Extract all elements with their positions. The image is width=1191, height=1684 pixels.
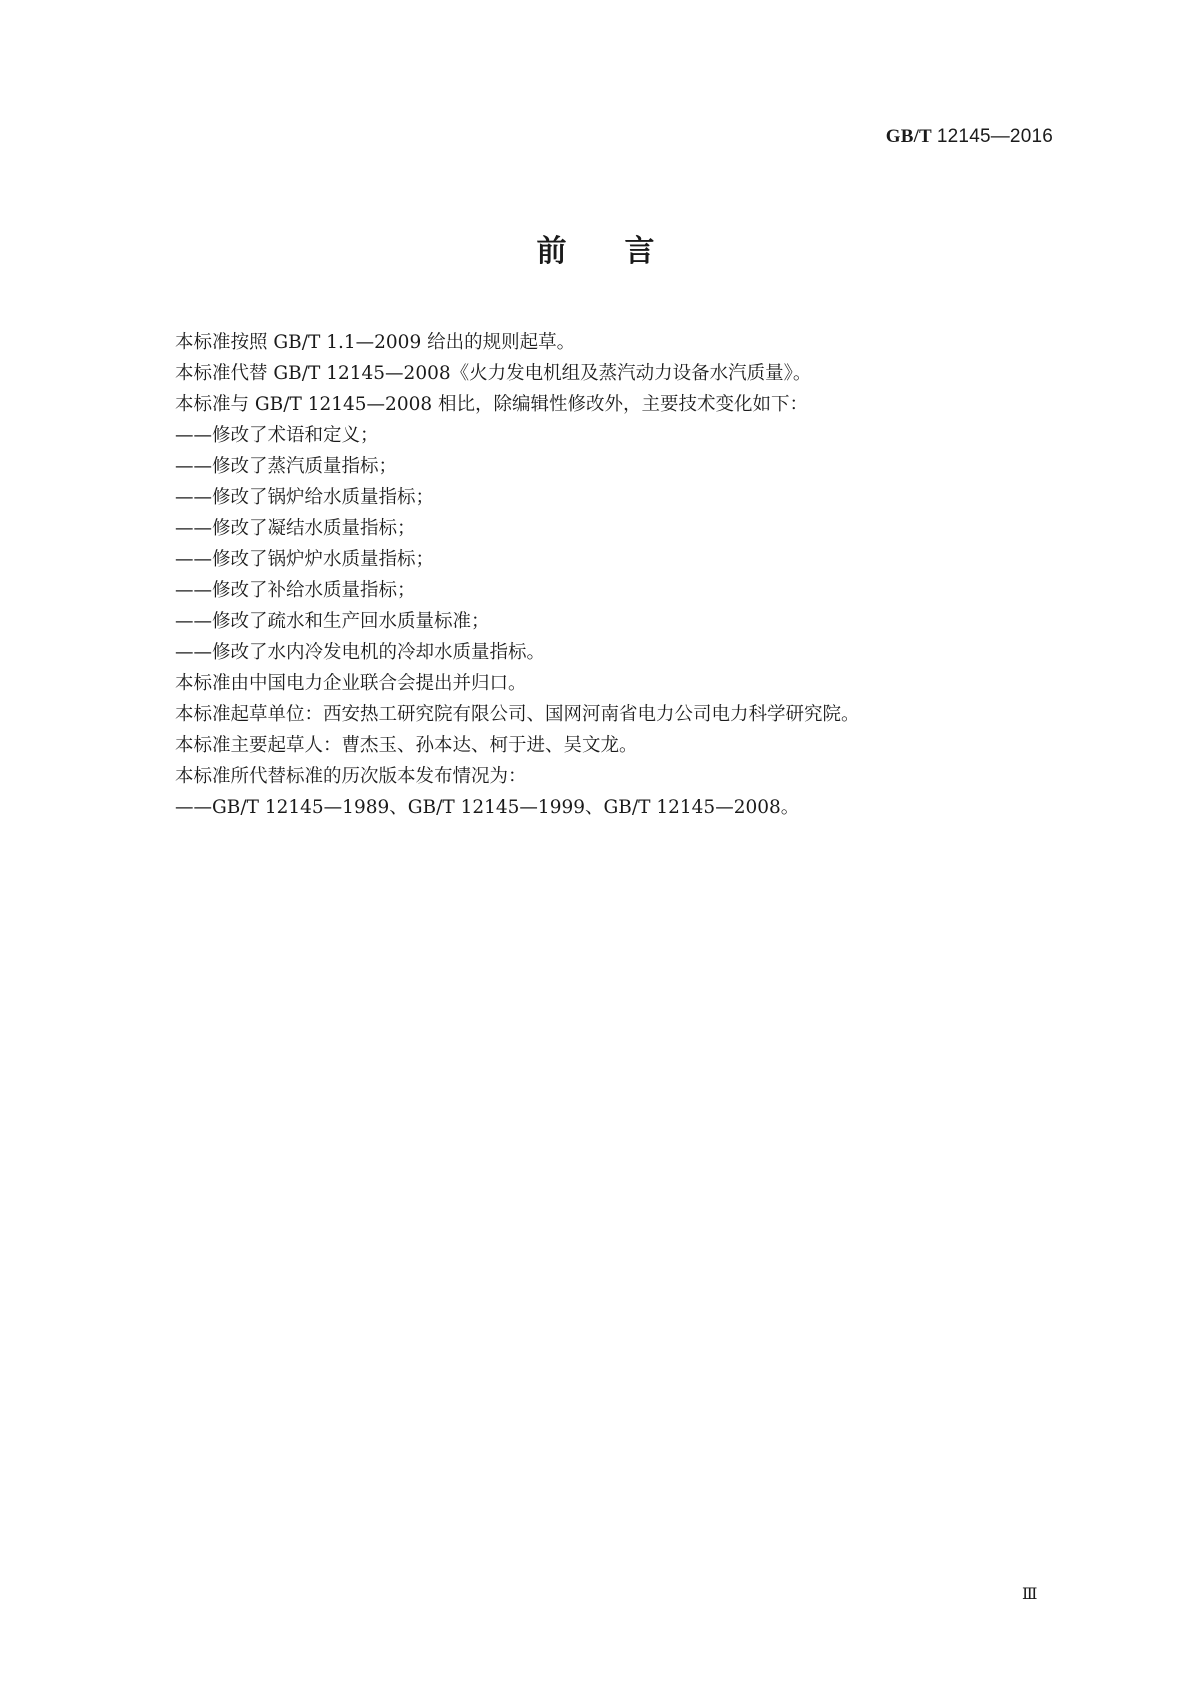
standard-code (886, 126, 1053, 148)
list-item: ——修改了锅炉给水质量指标； (175, 487, 435, 508)
body-line: 本标准由中国电力企业联合会提出并归口。 (175, 673, 527, 694)
page-title: 前言 (536, 234, 713, 269)
standard-code-number: 12145—2016 (936, 126, 1053, 147)
list-item: ——修改了水内冷发电机的冷却水质量指标。 (175, 642, 546, 663)
body-line: 本标准主要起草人：曹杰玉、孙本达、柯于进、吴文龙。 (175, 735, 638, 756)
body-line: 本标准代替 GB/T 12145—2008《火力发电机组及蒸汽动力设备水汽质量》。 (175, 363, 812, 384)
body-line: 本标准按照 GB/T 1.1—2009 给出的规则起草。 (175, 332, 576, 353)
list-item: ——修改了凝结水质量指标； (175, 518, 416, 539)
page-number: Ⅲ (1022, 1584, 1037, 1603)
body-line: 本标准起草单位：西安热工研究院有限公司、国网河南省电力公司电力科学研究院。 (175, 704, 860, 725)
foreword-body (175, 327, 1055, 823)
list-item: ——修改了术语和定义； (175, 425, 379, 446)
body-line: 本标准与 GB/T 12145—2008 相比，除编辑性修改外，主要技术变化如下： (175, 394, 809, 415)
standard-code-prefix: GB/T (885, 126, 932, 147)
list-item: ——GB/T 12145—1989、GB/T 12145—1999、GB/T 12145—2008。 (175, 797, 800, 818)
list-item: ——修改了锅炉炉水质量指标； (175, 549, 435, 570)
list-item: ——修改了蒸汽质量指标； (175, 456, 398, 477)
list-item: ——修改了疏水和生产回水质量标准； (175, 611, 490, 632)
list-item: ——修改了补给水质量指标； (175, 580, 416, 601)
body-line: 本标准所代替标准的历次版本发布情况为： (175, 766, 527, 787)
